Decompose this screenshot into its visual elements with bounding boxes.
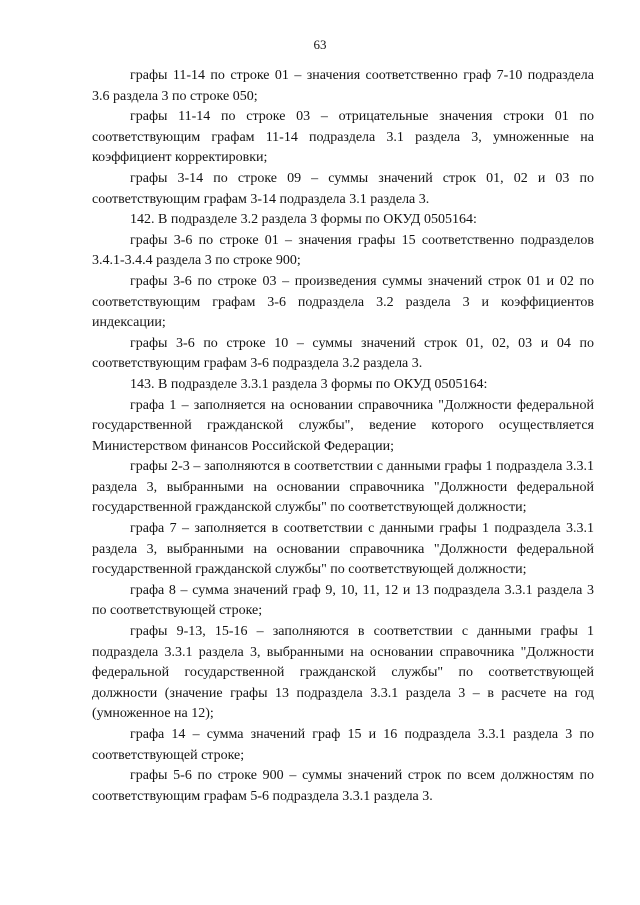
paragraph: графы 11-14 по строке 01 – значения соответственно граф 7-10 подраздела 3.6 раздела 3 по строке 050; xyxy=(92,68,598,104)
paragraph: графа 14 – сумма значений граф 15 и 16 подраздела 3.3.1 раздела 3 по соответствующей строке; xyxy=(92,727,598,763)
paragraph: графы 11-14 по строке 03 – отрицательные значения строки 01 по соответствующим графам 11-14 подраздела 3.1 раздела 3, умноженные на коэффициент корректировки; xyxy=(92,109,598,166)
paragraph: графа 8 – сумма значений граф 9, 10, 11, 12 и 13 подраздела 3.3.1 раздела 3 по соответствующей строке; xyxy=(92,582,598,619)
paragraph: графа 7 – заполняется в соответствии с данными графы 1 подраздела 3.3.1 раздела 3, выбранными на основании справочника "Должности федеральной государственной гражданской службы" по соответствующей должности; xyxy=(92,521,598,578)
paragraph: графа 1 – заполняется на основании справочника "Должности федеральной государственной гражданской службы", ведение которого осуществляется Министерством финансов Российской Федерации; xyxy=(92,397,598,454)
paragraph: графы 3-6 по строке 01 – значения графы 15 соответственно подразделов 3.4.1-3.4.4 раздела 3 по строке 900; xyxy=(92,232,598,269)
paragraph: графы 2-3 – заполняются в соответствии с данными графы 1 подраздела 3.3.1 раздела 3, выбранными на основании справочника "Должности федеральной государственной гражданской службы" по соответствующей должности; xyxy=(92,459,598,516)
document-body xyxy=(92,66,598,807)
paragraph: графы 5-6 по строке 900 – суммы значений строк по всем должностям по соответствующим графам 5-6 подраздела 3.3.1 раздела 3. xyxy=(92,768,598,804)
page-number: 63 xyxy=(313,37,327,52)
paragraph: графы 3-6 по строке 03 – произведения суммы значений строк 01 и 02 по соответствующим графам 3-6 подраздела 3.2 раздела 3 и коэффициентов индексации; xyxy=(92,273,598,331)
section-heading-143: 143. В подразделе 3.3.1 раздела 3 формы по ОКУД 0505164: xyxy=(130,376,488,392)
paragraph: графы 9-13, 15-16 – заполняются в соответствии с данными графы 1 подраздела 3.3.1 раздела 3, выбранными на основании справочника "Должности федеральной государственной гражданской службы" по соответствующей должности (значение графы 13 подраздела 3.3.1 раздела 3 – в расчете на год (умноженное на 12); xyxy=(92,624,598,722)
section-heading-142: 142. В подразделе 3.2 раздела 3 формы по ОКУД 0505164: xyxy=(130,212,477,228)
paragraph: графы 3-6 по строке 10 – суммы значений строк 01, 02, 03 и 04 по соответствующим графам 3-6 подраздела 3.2 раздела 3. xyxy=(92,335,598,372)
paragraph: графы 3-14 по строке 09 – суммы значений строк 01, 02 и 03 по соответствующим графам 3-14 подраздела 3.1 раздела 3. xyxy=(92,170,598,207)
